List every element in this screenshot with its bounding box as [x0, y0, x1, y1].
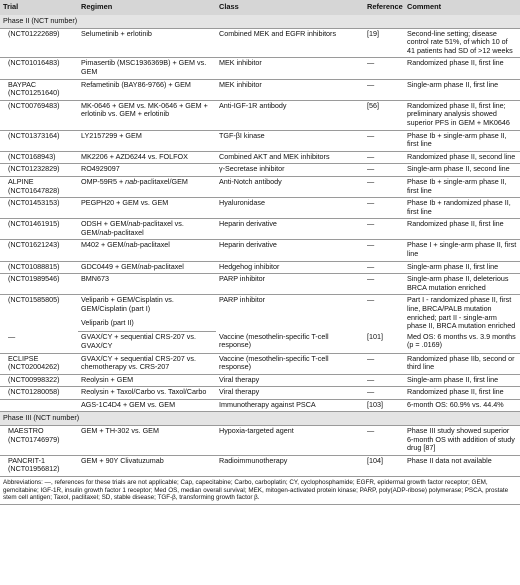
- regimen-cell: ODSH + GEM/nab-paclitaxel vs. GEM/nab-paclitaxel: [78, 219, 216, 240]
- reference-cell: —: [367, 295, 375, 305]
- comment-cell: Randomized phase IIb, second or third line: [404, 353, 520, 374]
- regimen-cell: GDC0449 + GEM/nab-paclitaxel: [78, 261, 216, 274]
- trial-cell: (NCT01453153): [0, 198, 78, 219]
- trial-cell: (NCT00769483): [0, 100, 78, 130]
- abbreviations-row: [0, 477, 520, 505]
- header-reference: Reference: [364, 0, 404, 15]
- regimen-cell: BMN673: [78, 274, 216, 295]
- regimen-cell: Pimasertib (MSC1936369B) + GEM vs. GEM: [78, 58, 216, 79]
- abbreviations-note: Abbreviations: —, references for these trials are not applicable; Cap, capecitabine; Carbo, carboplatin; CY, cyclophosphamide; EGFR, epidermal growth factor receptor; GEM, gemcitabine; IGF-1R, insulin growth factor 1 receptor; Med OS, median overall survival; MEK, mitogen-activated protein kinase; PARP, poly(ADP-ribose) polymerase; PSCA, prostate stem cell antigen; Taxol, paclitaxel; SD, stable disease; TGF-β, transforming growth factor β.: [0, 477, 520, 505]
- regimen-cell: LY2157299 + GEM: [78, 130, 216, 151]
- comment-cell: Med OS: 6 months vs. 3.9 months (p = .0169): [404, 332, 520, 353]
- comment-cell: Single-arm phase II, first line: [404, 374, 520, 387]
- table-row: [0, 353, 520, 374]
- table-row: [0, 164, 520, 177]
- regimen-cell: Veliparib + GEM/Cisplatin vs. GEM/Cisplatin (part I): [81, 295, 174, 314]
- comment-cell: Phase III study showed superior 6-month OS with addition of study drug [87]: [404, 426, 520, 456]
- reference-cell: [19]: [364, 28, 404, 58]
- class-cell: Immunotherapy against PSCA: [216, 399, 364, 412]
- trial-cell: (NCT01373164): [0, 130, 78, 151]
- class-cell: Anti-IGF-1R antibody: [216, 100, 364, 130]
- header-regimen: Regimen: [78, 0, 216, 15]
- table-row: [0, 219, 520, 240]
- table-row: [0, 399, 520, 412]
- class-cell: Viral therapy: [216, 374, 364, 387]
- reference-cell: —: [364, 353, 404, 374]
- section-phase-2: [0, 15, 520, 28]
- comment-cell: Randomized phase II, first line: [404, 387, 520, 400]
- section-phase-3: [0, 412, 520, 426]
- trial-cell: (NCT01222689): [0, 28, 78, 58]
- trial-cell: PANCRIT-1 (NCT01956812): [0, 455, 78, 476]
- table-row: [0, 332, 520, 353]
- regimen-cell: PEGPH20 + GEM vs. GEM: [78, 198, 216, 219]
- trial-cell: —: [0, 332, 78, 353]
- comment-cell: Randomized phase II, second line: [404, 151, 520, 164]
- class-cell: Hedgehog inhibitor: [216, 261, 364, 274]
- table-row: [0, 198, 520, 219]
- regimen-cell: AGS-1C4D4 + GEM vs. GEM: [78, 399, 216, 412]
- trial-cell: (NCT01088815): [0, 261, 78, 274]
- comment-cell: Phase II data not available: [404, 455, 520, 476]
- reference-cell: —: [364, 176, 404, 197]
- reference-cell: —: [364, 387, 404, 400]
- class-cell: γ-Secretase inhibitor: [216, 164, 364, 177]
- table-row: [0, 374, 520, 387]
- comment-cell: Phase Ib + single-arm phase II, first line: [404, 130, 520, 151]
- reference-cell: —: [364, 130, 404, 151]
- regimen-cell: Reolysin + GEM: [78, 374, 216, 387]
- table-row: [0, 28, 520, 58]
- reference-cell: —: [364, 219, 404, 240]
- reference-cell: [56]: [364, 100, 404, 130]
- reference-cell: —: [364, 79, 404, 100]
- trial-cell: [0, 399, 78, 412]
- trial-cell: (NCT01461915): [0, 219, 78, 240]
- class-cell: Combined MEK and EGFR inhibitors: [216, 28, 364, 58]
- reference-cell: [101]: [364, 332, 404, 353]
- class-cell: Radioimmunotherapy: [216, 455, 364, 476]
- trial-cell: ALPINE (NCT01647828): [0, 176, 78, 197]
- reference-cell: —: [364, 426, 404, 456]
- table-row: [0, 130, 520, 151]
- regimen-cell: Refametinib (BAY86-9766) + GEM: [78, 79, 216, 100]
- reference-cell: —: [364, 164, 404, 177]
- nab-italic: nab: [125, 240, 138, 250]
- comment-cell: Phase Ib + single-arm phase II, first line: [404, 176, 520, 197]
- trial-cell: BAYPAC (NCT01251640): [0, 79, 78, 100]
- header-class: Class: [216, 0, 364, 15]
- comment-cell: Single-arm phase II, second line: [404, 164, 520, 177]
- comment-cell: Second-line setting; disease control rate 51%, of which 10 of 41 patients had SD of >12 weeks: [404, 28, 520, 58]
- trial-cell: (NCT0168943): [0, 151, 78, 164]
- regimen-cell: GEM + 90Y Clivatuzumab: [78, 455, 216, 476]
- regimen-cell: OMP-59R5 + nab-paclitaxel/GEM: [78, 176, 216, 197]
- table-row: [0, 274, 520, 295]
- class-cell: Vaccine (mesothelin-specific T-cell response): [216, 332, 364, 353]
- class-cell: Heparin derivative: [216, 219, 364, 240]
- section-label: Phase III (NCT number): [0, 412, 520, 426]
- comment-cell: Single-arm phase II, first line: [404, 261, 520, 274]
- comment-cell: Single-arm phase II, deleterious BRCA mutation enriched: [404, 274, 520, 295]
- trial-cell: (NCT01989546): [0, 274, 78, 295]
- regimen-cell: MK2206 + AZD6244 vs. FOLFOX: [78, 151, 216, 164]
- trial-cell: MAESTRO (NCT01746979): [0, 426, 78, 456]
- class-cell: MEK inhibitor: [216, 58, 364, 79]
- class-cell: Heparin derivative: [216, 240, 364, 261]
- reference-cell: [103]: [364, 399, 404, 412]
- comment-cell: 6-month OS: 60.9% vs. 44.4%: [404, 399, 520, 412]
- regimen-cell: GEM + TH-302 vs. GEM: [78, 426, 216, 456]
- trial-cell: ECLIPSE (NCT02004262): [0, 353, 78, 374]
- trial-cell: (NCT01621243): [0, 240, 78, 261]
- table-row: [0, 100, 520, 130]
- comment-cell: Phase I + single-arm phase II, first line: [404, 240, 520, 261]
- nab-italic: nab: [128, 219, 141, 229]
- class-cell: Vaccine (mesothelin-specific T-cell response): [216, 353, 364, 374]
- header-row: [0, 0, 520, 15]
- table-row: [0, 176, 520, 197]
- header-comment: Comment: [404, 0, 520, 15]
- regimen-cell: GVAX/CY + sequential CRS-207 vs. chemotherapy vs. CRS-207: [78, 353, 216, 374]
- nab-italic: nab: [99, 227, 112, 237]
- nab-italic: nab: [125, 176, 138, 186]
- nab-italic: nab: [139, 261, 152, 271]
- reference-cell: —: [364, 198, 404, 219]
- section-label: Phase II (NCT number): [0, 15, 520, 28]
- table-row: [0, 151, 520, 164]
- class-cell: Hyaluronidase: [216, 198, 364, 219]
- regimen-cell: Selumetinib + erlotinib: [78, 28, 216, 58]
- trial-cell: (NCT01016483): [0, 58, 78, 79]
- class-cell: TGF-βI kinase: [216, 130, 364, 151]
- table-row: [0, 387, 520, 400]
- comment-cell: Randomized phase II, first line: [404, 58, 520, 79]
- reference-cell: —: [364, 58, 404, 79]
- table-row: [0, 295, 520, 318]
- trial-cell: (NCT00998322): [0, 374, 78, 387]
- class-cell: Viral therapy: [216, 387, 364, 400]
- class-cell: Anti-Notch antibody: [216, 176, 364, 197]
- class-cell: MEK inhibitor: [216, 79, 364, 100]
- regimen-cell: RO4929097: [78, 164, 216, 177]
- comment-cell: Single-arm phase II, first line: [404, 79, 520, 100]
- regimen-cell: GVAX/CY + sequential CRS-207 vs. GVAX/CY: [78, 332, 216, 353]
- trial-cell: (NCT01585805): [8, 295, 60, 305]
- table-row: [0, 426, 520, 456]
- comment-cell: Phase Ib + randomized phase II, first line: [404, 198, 520, 219]
- table-row: [0, 240, 520, 261]
- regimen-cell: Reolysin + Taxol/Carbo vs. Taxol/Carbo: [78, 387, 216, 400]
- regimen-cell: M402 + GEM/nab-paclitaxel: [78, 240, 216, 261]
- reference-cell: —: [364, 261, 404, 274]
- reference-cell: —: [364, 240, 404, 261]
- trial-cell: (NCT01280058): [0, 387, 78, 400]
- table-row: [0, 455, 520, 476]
- reference-cell: —: [364, 374, 404, 387]
- comment-cell: Part I - randomized phase II, first line, BRCA/PALB mutation enriched; part II - single-arm phase II, BRCA mutation enriched: [407, 295, 516, 331]
- comment-cell: Randomized phase II, first line: [404, 219, 520, 240]
- class-cell: PARP inhibitor: [219, 295, 266, 305]
- regimen-cell: MK-0646 + GEM vs. MK-0646 + GEM + erlotinib vs. GEM + erlotinib: [78, 100, 216, 130]
- regimen-cell: Veliparib (part II): [78, 318, 216, 332]
- reference-cell: —: [364, 274, 404, 295]
- table-row: [0, 58, 520, 79]
- comment-cell: Randomized phase II, first line; preliminary analysis showed superior PFS in GEM + MK0646: [404, 100, 520, 130]
- trial-cell: (NCT01232829): [0, 164, 78, 177]
- class-cell: Hypoxia-targeted agent: [216, 426, 364, 456]
- reference-cell: [104]: [364, 455, 404, 476]
- table-row: [0, 79, 520, 100]
- class-cell: PARP inhibitor: [216, 274, 364, 295]
- header-trial: Trial: [0, 0, 78, 15]
- reference-cell: —: [364, 151, 404, 164]
- class-cell: Combined AKT and MEK inhibitors: [216, 151, 364, 164]
- table-row: [0, 261, 520, 274]
